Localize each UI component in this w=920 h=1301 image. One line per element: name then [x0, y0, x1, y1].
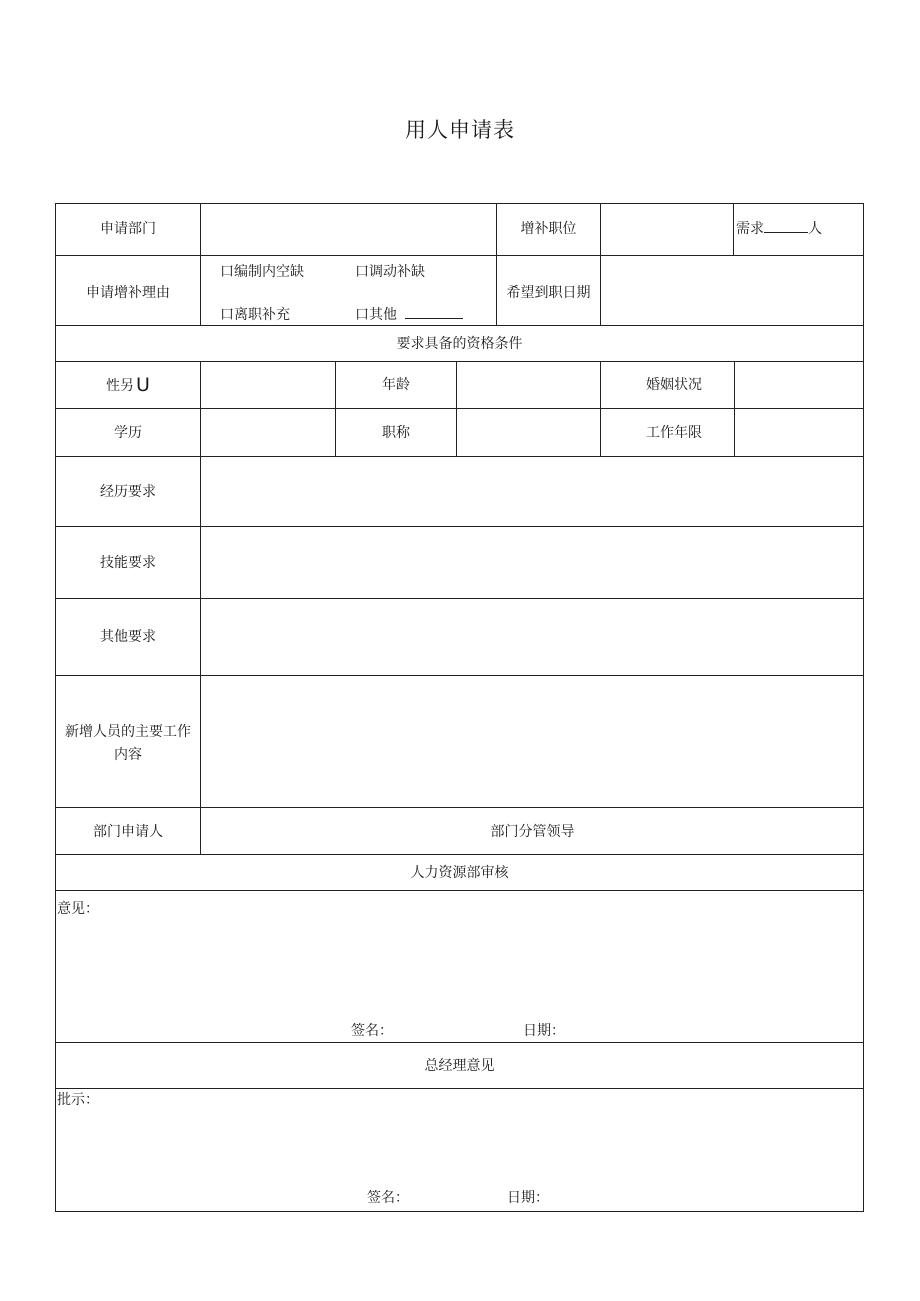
row-divider [55, 361, 864, 362]
gender-glyph: U [136, 374, 150, 396]
education-label: 学历 [114, 425, 142, 441]
work-years-label: 工作年限 [646, 425, 702, 441]
other-requirements-label: 其他要求 [100, 629, 156, 645]
gender-field[interactable] [202, 363, 334, 407]
row-divider [55, 598, 864, 599]
option-other[interactable] [355, 306, 463, 324]
col-divider [733, 203, 734, 255]
row-divider [55, 807, 864, 808]
hr-date-label: 日期： [523, 1023, 565, 1039]
work-years-field[interactable] [736, 410, 862, 455]
dept-leader-label: 部门分管领导 [490, 824, 575, 840]
marital-label: 婚姻状况 [646, 377, 702, 393]
marital-field[interactable] [736, 363, 862, 407]
duties-field[interactable] [202, 677, 862, 806]
row-divider [55, 675, 864, 676]
gm-instruction-label: 批示： [57, 1092, 99, 1108]
gm-header: 总经理意见 [424, 1058, 495, 1074]
hr-sign-label: 签名： [351, 1023, 393, 1039]
applicant-label: 部门申请人 [93, 824, 163, 840]
option-vacancy[interactable]: 口编制内空缺 [220, 264, 304, 280]
hr-opinion-label: 意见： [57, 901, 99, 917]
other-requirements-field[interactable] [202, 600, 862, 674]
position-field[interactable] [602, 205, 731, 253]
need-suffix: 人 [808, 221, 822, 237]
need-prefix: 需求 [736, 221, 764, 237]
col-divider [200, 361, 201, 854]
other-reason-blank[interactable] [405, 306, 463, 319]
qualifications-header: 要求具备的资格条件 [396, 336, 523, 352]
row-divider [55, 1088, 864, 1089]
row-divider [55, 325, 864, 326]
job-title-label: 职称 [382, 425, 410, 441]
row-divider [55, 526, 864, 527]
age-field[interactable] [458, 363, 599, 407]
skills-label: 技能要求 [100, 555, 156, 571]
duties-label-line2: 内容 [114, 747, 142, 763]
experience-field[interactable] [202, 458, 862, 525]
experience-label: 经历要求 [100, 484, 156, 500]
education-field[interactable] [202, 410, 334, 455]
dept-field[interactable] [202, 205, 494, 253]
hr-opinion-field[interactable] [57, 920, 862, 1010]
row-divider [55, 854, 864, 855]
row-divider [55, 408, 864, 409]
position-label: 增补职位 [520, 221, 577, 237]
gm-date-label: 日期： [507, 1190, 549, 1206]
dept-label: 申请部门 [100, 221, 156, 237]
job-title-field[interactable] [458, 410, 599, 455]
row-divider [55, 456, 864, 457]
headcount-blank[interactable] [764, 220, 808, 233]
col-divider [600, 203, 601, 325]
option-resignation[interactable]: 口离职补充 [220, 307, 290, 323]
duties-label-line1: 新增人员的主要工作 [65, 724, 191, 740]
reason-label: 申请增补理由 [86, 285, 170, 301]
age-label: 年龄 [382, 377, 410, 393]
col-divider [200, 203, 201, 325]
option-transfer[interactable]: 口调动补缺 [355, 264, 425, 280]
arrival-date-field[interactable] [602, 257, 862, 323]
skills-field[interactable] [202, 528, 862, 597]
option-other-label: 口其他 [355, 307, 397, 323]
row-divider [55, 255, 864, 256]
row-divider [55, 1042, 864, 1043]
hr-review-header: 人力资源部审核 [410, 865, 509, 881]
gender-label: 性另 U [106, 374, 150, 396]
row-divider [55, 890, 864, 891]
col-divider [456, 361, 457, 456]
form-title: 用人申请表 [405, 118, 515, 142]
gm-sign-label: 签名： [367, 1190, 409, 1206]
headcount-field[interactable] [736, 220, 822, 238]
gm-instruction-field[interactable] [57, 1112, 862, 1182]
arrival-date-label: 希望到职日期 [506, 285, 591, 301]
